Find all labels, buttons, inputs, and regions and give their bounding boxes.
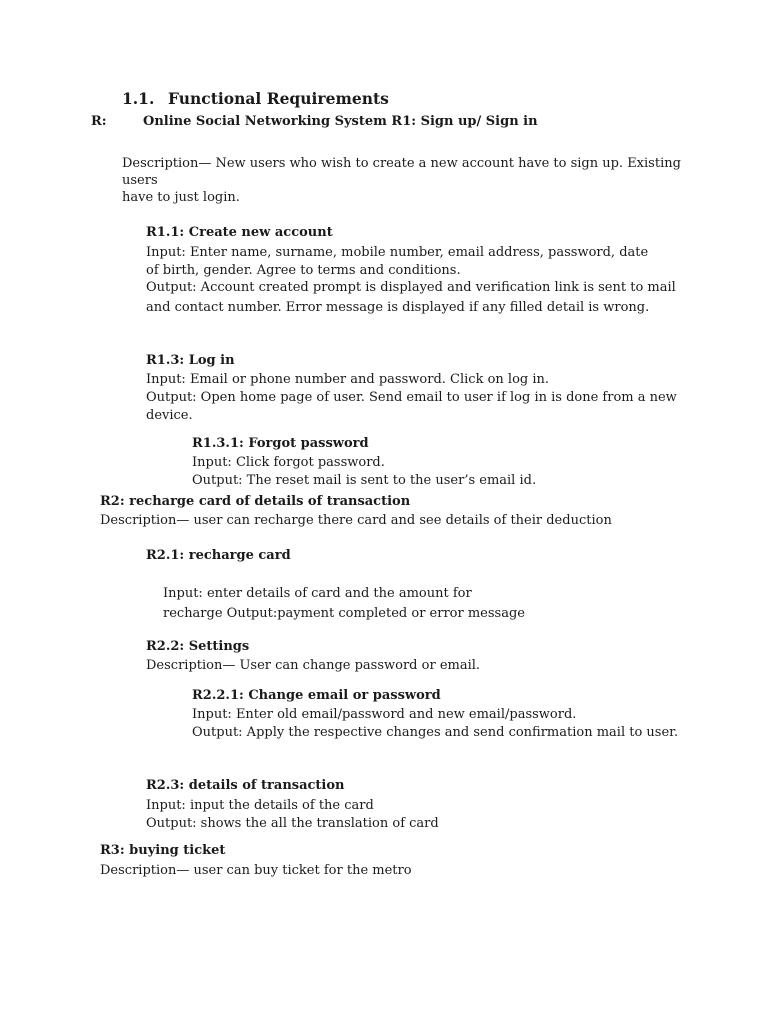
section-heading xyxy=(122,89,389,109)
r-description-line-2: users xyxy=(122,173,158,188)
r2-description: Description— user can recharge there card and see details of their deduction xyxy=(100,513,612,528)
r3-heading: R3: buying ticket xyxy=(100,843,226,858)
r2-1-line-2: recharge Output:payment completed or error message xyxy=(163,606,525,621)
r-description-line-3: have to just login. xyxy=(122,190,240,205)
r1-1-heading: R1.1: Create new account xyxy=(146,225,333,240)
section-title: Functional Requirements xyxy=(168,89,389,108)
r2-3-heading: R2.3: details of transaction xyxy=(146,778,345,793)
r1-3-heading: R1.3: Log in xyxy=(146,353,235,368)
r3-description: Description— user can buy ticket for the metro xyxy=(100,863,412,878)
r1-1-line-3: Output: Account created prompt is displayed and verification link is sent to mail xyxy=(146,280,676,295)
r2-heading: R2: recharge card of details of transaction xyxy=(100,494,411,509)
r1-3-1-line-2: Output: The reset mail is sent to the user’s email id. xyxy=(192,473,537,488)
r1-3-line-2: Output: Open home page of user. Send email to user if log in is done from a new xyxy=(146,390,677,405)
r1-3-line-3: device. xyxy=(146,408,193,423)
section-number: 1.1. xyxy=(122,89,155,108)
r2-2-description: Description— User can change password or email. xyxy=(146,658,481,673)
requirement-prefix: R: xyxy=(91,114,107,129)
r1-1-line-1: Input: Enter name, surname, mobile number, email address, password, date xyxy=(146,245,649,260)
r1-1-line-2: of birth, gender. Agree to terms and conditions. xyxy=(146,263,461,278)
r2-2-1-line-2: Output: Apply the respective changes and send confirmation mail to user. xyxy=(192,725,679,740)
r2-3-line-1: Input: input the details of the card xyxy=(146,798,374,813)
r1-3-1-heading: R1.3.1: Forgot password xyxy=(192,436,369,451)
r2-2-1-line-1: Input: Enter old email/password and new email/password. xyxy=(192,707,577,722)
r2-2-1-heading: R2.2.1: Change email or password xyxy=(192,688,441,703)
r2-1-heading: R2.1: recharge card xyxy=(146,548,291,563)
requirement-heading-r xyxy=(91,114,538,130)
r2-3-line-2: Output: shows the all the translation of card xyxy=(146,816,439,831)
r1-3-1-line-1: Input: Click forgot password. xyxy=(192,455,385,470)
r2-1-line-1: Input: enter details of card and the amount for xyxy=(163,586,472,601)
r-description-line-1: Description— New users who wish to create a new account have to sign up. Existing xyxy=(122,156,681,171)
r1-3-line-1: Input: Email or phone number and password. Click on log in. xyxy=(146,372,550,387)
requirement-title: Online Social Networking System R1: Sign up/ Sign in xyxy=(143,114,538,129)
r1-1-line-4: and contact number. Error message is displayed if any filled detail is wrong. xyxy=(146,300,650,315)
r2-2-heading: R2.2: Settings xyxy=(146,639,250,654)
